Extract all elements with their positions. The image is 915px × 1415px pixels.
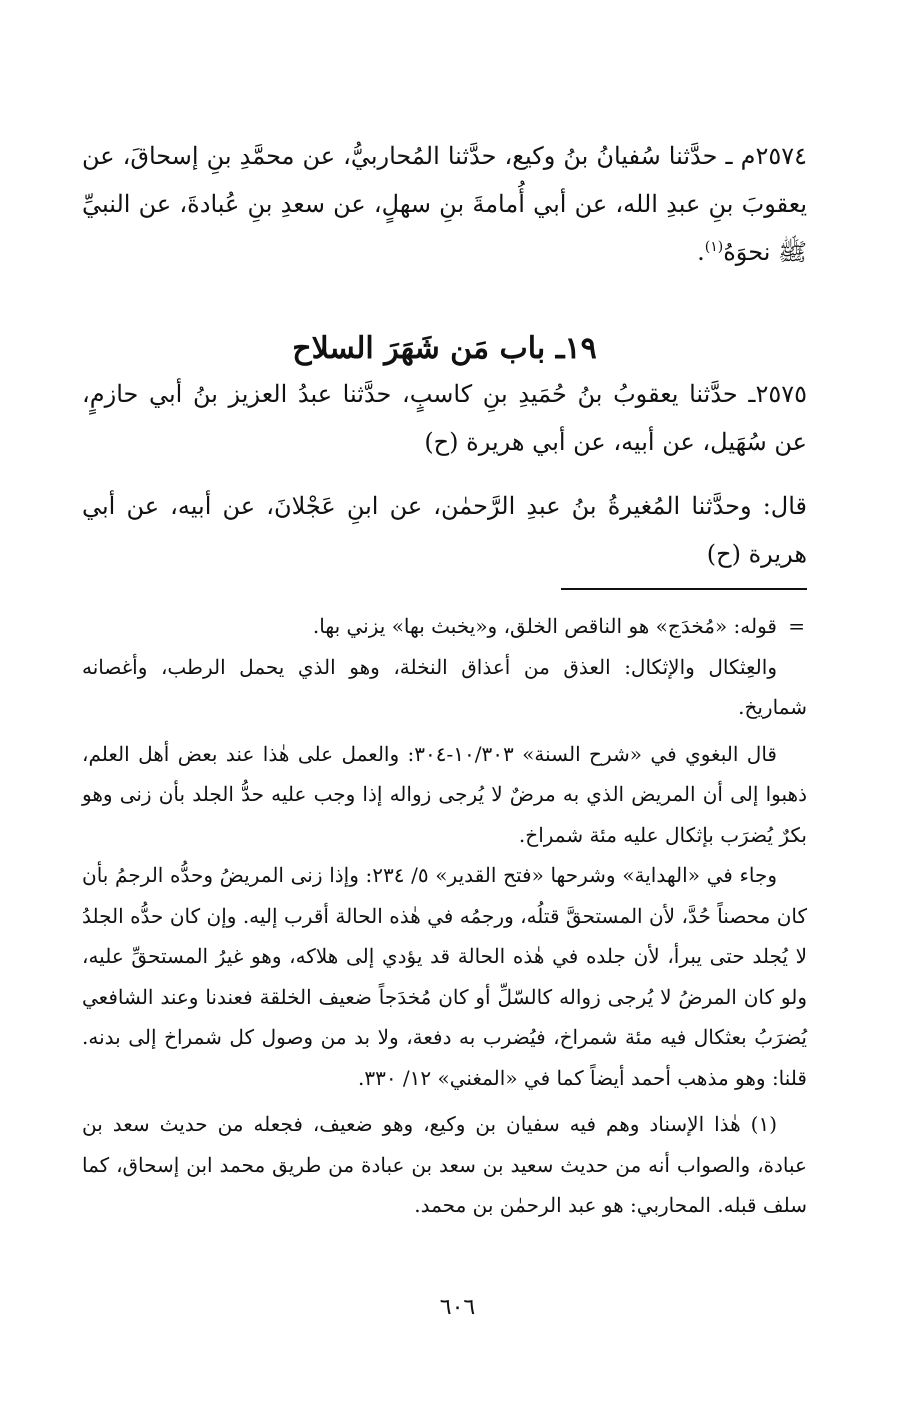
hadith-2574-text: ٢٥٧٤م ـ حدَّثنا سُفيانُ بنُ وكيع، حدَّثنا المُحاربيُّ، عن محمَّدِ بنِ إسحاقَ، عن يعقوبَ بنِ عبدِ الله، عن أبي أُمامةَ بنِ سهلٍ، عن سعدِ بنِ عُبادةَ، عن النبيِّ ﷺ نحوَهُ: [82, 142, 807, 266]
footnotes: [82, 606, 807, 1226]
note-paragraph: وجاء في «الهداية» وشرحها «فتح القدير» ٥/ ٢٣٤: وإذا زنى المريضُ وحدُّه الرجمُ بأن كان محصناً حُدَّ، لأن المستحقَّ قتلُه، ورجمُه في هٰذه الحالة أقرب إليه. وإن كان حدُّه الجلدُ لا يُجلد حتى يبرأ، لأن جلده في هٰذه الحالة قد يؤدي إلى هلاكه، وهو غيرُ المستحقِّ عليه، ولو كان المرضُ لا يُرجى زواله كالسّلِّ أو كان مُخدَجاً ضعيف الخلقة فعندنا وعند الشافعي يُضرَبُ بعثكال فيه مئة شمراخ، فيُضرب به دفعة، ولا بد من وصول كل شمراخ إلى بدنه. قلنا: وهو مذهب أحمد أيضاً كما في «المغني» ١٢/ ٣٣٠.: [82, 863, 807, 1090]
hadith-2574: [82, 132, 807, 276]
chapter-title: ١٩ـ باب مَن شَهَرَ السلاح: [292, 330, 597, 366]
footnote-divider: [561, 588, 807, 590]
hadith-2575-second-chain: قال: وحدَّثنا المُغيرةُ بنُ عبدِ الرَّحمٰن، عن ابنِ عَجْلانَ، عن أبيه، عن أبي هريرة (ح): [82, 492, 807, 568]
continuation-mark: =: [788, 614, 805, 638]
footnote-1: (١) هٰذا الإسناد وهم فيه سفيان بن وكيع، وهو ضعيف، فجعله من حديث سعد بن عبادة، والصواب أنه من حديث سعيد بن سعد بن عبادة من طريق محمد ابن إسحاق، كما سلف قبله. المحاربي: هو عبد الرحمٰن بن محمد.: [82, 1112, 807, 1217]
note-paragraph: قال البغوي في «شرح السنة» ١٠/٣٠٣-٣٠٤: والعمل على هٰذا عند بعض أهل العلم، ذهبوا إلى أن المريض الذي به مرضٌ لا يُرجى زواله إذا وجب عليه حدُّ الجلد بأن زنى وهو بكرٌ يُضرَب بإثكال عليه مئة شمراخ.: [82, 741, 807, 847]
note-text: قوله: «مُخدَج» هو الناقص الخلق، و«يخبث بها» يزني بها.: [312, 614, 777, 638]
note-continued: [82, 606, 807, 647]
hadith-2574-end: .: [697, 238, 705, 266]
hadith-2575: ٢٥٧٥ـ حدَّثنا يعقوبُ بنُ حُمَيدِ بنِ كاسبٍ، حدَّثنا عبدُ العزيز بنُ أبي حازمٍ، عن سُهَيل، عن أبيه، عن أبي هريرة (ح): [82, 380, 807, 456]
footnote-reference: (١): [704, 239, 724, 255]
page-number: ٦٠٦: [439, 1295, 476, 1320]
note-paragraph: والعِثكال والإثكال: العذق من أعذاق النخلة، وهو الذي يحمل الرطب، وأغصانه شماريخ.: [82, 654, 807, 719]
